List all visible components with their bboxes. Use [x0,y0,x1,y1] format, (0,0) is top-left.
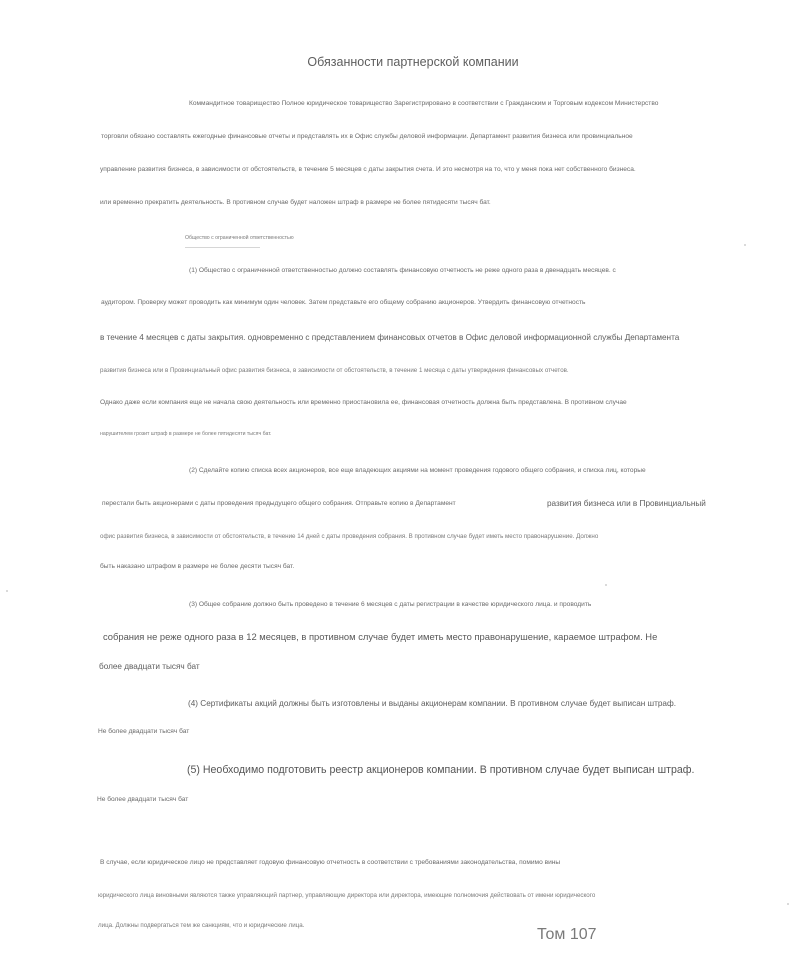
section1-line-2: аудитором. Проверку может проводить как минимум один человек. Затем представьте его общему собранию акционеров. Утвердить финансовую отчетность [101,299,586,306]
section-heading: Общество с ограниченной ответственностью [185,235,294,241]
intro-line-2: торговли обязано составлять ежегодные финансовые отчеты и представлять их в Офис службы деловой информации. Департамент развития бизнеса или провинциальное [101,133,633,140]
intro-line-4: или временно прекратить деятельность. В противном случае будет наложен штраф в размере не более пятидесяти тысяч бат. [100,199,491,206]
section4-line-2: Не более двадцати тысяч бат [98,728,190,735]
section1-line-5: Однако даже если компания еще не начала свою деятельность или временно приостановила ее, финансовая отчетность должна быть представлена. В противном случае [100,399,627,406]
section1-line-6: нарушителем грозит штраф в размере не более пятидесяти тысяч бат. [100,431,272,437]
section3-line-1: (3) Общее собрание должно быть проведено в течение 6 месяцев с даты регистрации в качестве юридического лица. и проводить [189,601,592,608]
scan-speck [744,244,746,246]
section3-line-3: более двадцати тысяч бат [99,662,200,671]
intro-line-1: Коммандитное товарищество Полное юридическое товарищество Зарегистрировано в соответствии с Гражданским и Торговым кодексом Министерство [189,100,659,107]
heading-underline [185,247,260,248]
closing-line-2: юридического лица виновными являются также управляющий партнер, управляющие директора или директора, имеющие полномочия действовать от имени юридического [98,892,596,899]
section5-line-1: (5) Необходимо подготовить реестр акционеров компании. В противном случае будет выписан штраф. [187,764,695,776]
section3-line-2: собрания не реже одного раза в 12 месяцев, в противном случае будет иметь место правонарушение, караемое штрафом. Не [103,631,658,642]
scan-speck [787,903,789,905]
section1-line-3: в течение 4 месяцев с даты закрытия. одновременно с представлением финансовых отчетов в Офис деловой информационной службы Департамента [100,333,680,342]
section1-line-4: развития бизнеса или в Провинциальный офис развития бизнеса, в зависимости от обстоятельств, в течение 1 месяца с даты утверждения финансовых отчетов. [100,367,569,374]
closing-line-3: лица. Должны подвергаться тем же санкциям, что и юридические лица. [98,922,305,929]
section2-line-2b: развития бизнеса или в Провинциальный [547,499,706,508]
section1-line-1: (1) Общество с ограниченной ответственностью должно составлять финансовую отчетность не реже одного раза в двенадцать месяцев. с [189,267,616,274]
section2-line-2a: перестали быть акционерами с даты проведения предыдущего общего собрания. Отправьте копию в Департамент [102,500,456,507]
section2-line-4: быть наказано штрафом в размере не более десяти тысяч бат. [100,563,295,570]
page-title: Обязанности партнерской компании [307,55,519,69]
section5-line-2: Не более двадцати тысяч бат [97,796,189,803]
section4-line-1: (4) Сертификаты акций должны быть изготовлены и выданы акционерам компании. В противном случае будет выписан штраф. [188,699,676,708]
intro-line-3: управление развития бизнеса, в зависимости от обстоятельств, в течение 5 месяцев с даты закрытия счета. И это несмотря на то, что у меня пока нет собственного бизнеса. [100,166,636,173]
volume-label: Том 107 [537,926,597,943]
scan-speck [6,590,8,592]
section2-line-1: (2) Сделайте копию списка всех акционеров, все еще владеющих акциями на момент проведения годового общего собрания, и списка лиц, которые [189,467,646,474]
section2-line-3: офис развития бизнеса, в зависимости от обстоятельств, в течение 14 дней с даты проведения собрания. В противном случае будет иметь место правонарушение. Должно [100,533,599,540]
closing-line-1: В случае, если юридическое лицо не представляет годовую финансовую отчетность в соответствии с требованиями законодательства, помимо вины [100,859,561,866]
scan-speck [605,584,607,586]
